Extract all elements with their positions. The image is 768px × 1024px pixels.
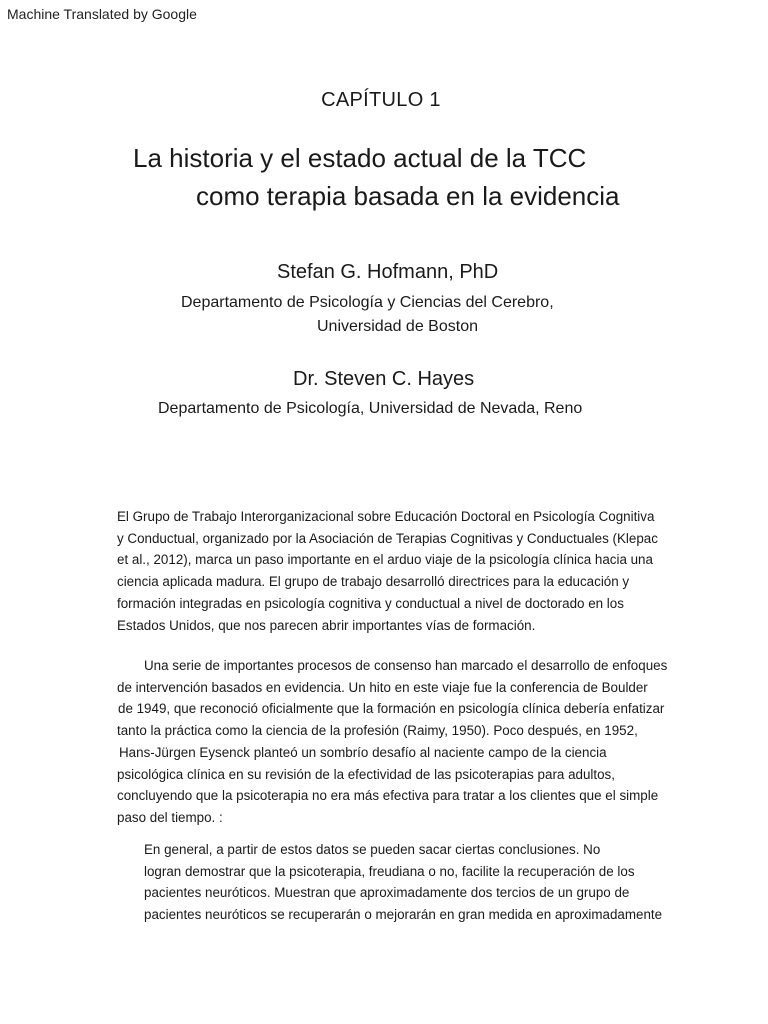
paragraph-line: paso del tiempo. :: [117, 809, 223, 825]
paragraph-line: formación integradas en psicología cognitiva y conductual a nivel de doctorado en los: [117, 595, 624, 611]
author-name-hofmann: Stefan G. Hofmann, PhD: [277, 261, 499, 283]
chapter-heading: CAPÍTULO 1: [321, 89, 441, 111]
quote-line: pacientes neuróticos. Muestran que aproximadamente dos tercios de un grupo de: [144, 885, 630, 901]
author-affiliation-hofmann-line-2: Universidad de Boston: [317, 318, 478, 335]
paragraph-line: Una serie de importantes procesos de consenso han marcado el desarrollo de enfoques: [144, 658, 668, 673]
paragraph-line: psicológica clínica en su revisión de la efectividad de las psicoterapias para adultos,: [117, 766, 615, 782]
paragraph-line: Estados Unidos, que nos parecen abrir importantes vías de formación.: [117, 617, 536, 633]
paragraph-line: de 1949, que reconoció oficialmente que la formación en psicología clínica debería enfatizar: [118, 701, 665, 717]
author-affiliation-hofmann-line-1: Departamento de Psicología y Ciencias del Cerebro,: [181, 294, 554, 311]
paragraph-line: de intervención basados en evidencia. Un hito en este viaje fue la conferencia de Boulder: [117, 679, 648, 695]
block-quote: [144, 839, 662, 926]
chapter-title-line-1: La historia y el estado actual de la TCC: [133, 143, 587, 173]
quote-line: En general, a partir de estos datos se pueden sacar ciertas conclusiones. No: [144, 842, 601, 857]
paragraph-line: tanto la práctica como la ciencia de la profesión (Raimy, 1950). Poco después, en 1952,: [117, 723, 638, 739]
paragraph-line: El Grupo de Trabajo Interorganizacional sobre Educación Doctoral en Psicología Cognitiva: [117, 509, 655, 524]
author-affiliation-hayes: Departamento de Psicología, Universidad de Nevada, Reno: [158, 400, 583, 417]
body-paragraph-2: [117, 655, 667, 829]
machine-translation-banner: Machine Translated by Google: [7, 6, 197, 22]
quote-line: pacientes neuróticos se recuperarán o mejorarán en gran medida en aproximadamente: [144, 907, 663, 923]
paragraph-line: et al., 2012), marca un paso importante en el arduo viaje de la psicología clínica hacia una: [117, 552, 653, 568]
body-paragraph-1: [117, 506, 658, 636]
paragraph-line: ciencia aplicada madura. El grupo de trabajo desarrolló directrices para la educación y: [117, 574, 630, 590]
quote-line: logran demostrar que la psicoterapia, freudiana o no, facilite la recuperación de los: [144, 863, 635, 879]
paragraph-line: concluyendo que la psicoterapia no era más efectiva para tratar a los clientes que el simple: [117, 788, 659, 804]
author-name-hayes: Dr. Steven C. Hayes: [293, 368, 475, 390]
chapter-title-line-2: como terapia basada en la evidencia: [196, 181, 620, 211]
paragraph-line: Hans-Jürgen Eysenck planteó un sombrío desafío al naciente campo de la ciencia: [119, 744, 607, 760]
paragraph-line: y Conductual, organizado por la Asociación de Terapias Cognitivas y Conductuales (Klepac: [117, 530, 658, 546]
